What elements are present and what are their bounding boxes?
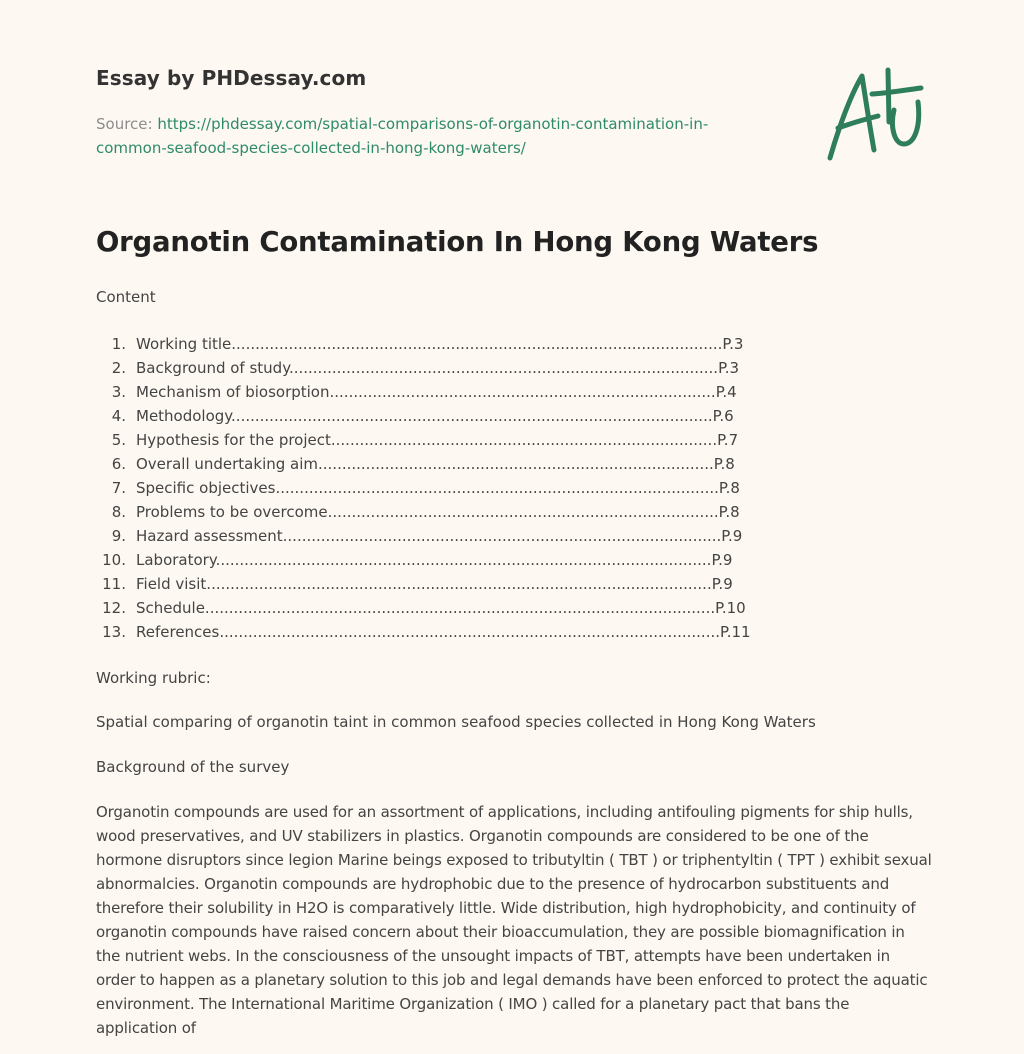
toc-item: 1. Working title.......................................................................................................P.3 <box>111 335 744 353</box>
source-link[interactable]: https://phdessay.com/spatial-comparisons-of-organotin-contamination-in-common-seafood-species-collected-in-hong-kong-waters/ <box>96 115 709 157</box>
toc-item: 2. Background of study..........................................................................................P.3 <box>111 359 740 377</box>
toc-item: 12. Schedule...........................................................................................................P.10 <box>102 599 746 617</box>
source-line <box>96 112 736 160</box>
source-label: Source: <box>96 115 158 133</box>
toc-item: 13. References.........................................................................................................P.11 <box>102 623 751 641</box>
toc-item: 10. Laboratory........................................................................................................P.9 <box>102 551 733 569</box>
a-plus-logo-icon <box>820 66 928 166</box>
toc-item: 11. Field visit..........................................................................................................P.9 <box>102 575 733 593</box>
background-paragraph: Organotin compounds are used for an assortment of applications, including antifouling pigments for ship hulls, wood preservatives, and UV stabilizers in plastics. Organotin compounds are considered to be one of the hormone disruptors since legion Marine beings exposed to tributyltin ( TBT ) or triphentyltin ( TPT ) exhibit sexual abnormalcies. Organotin compounds are hydrophobic due to the presence of hydrocarbon substituents and therefore their solubility in H2O is comparatively little. Wide distribution, high hydrophobicity, and continuity of organotin compounds have raised concern about their bioaccumulation, they are possible biomagnification in the nutrient webs. In the consciousness of the unsought impacts of TBT, attempts have been undertaken in order to happen as a planetary solution to this job and legal demands have been enforced to protect the aquatic environment. The International Maritime Organization ( IMO ) called for a planetary pact that bans the application of <box>96 803 932 1037</box>
toc-item: 3. Mechanism of biosorption.................................................................................P.4 <box>111 383 737 401</box>
toc-item: 8. Problems to be overcome..................................................................................P.8 <box>111 503 740 521</box>
essay-title: Organotin Contamination In Hong Kong Waters <box>96 226 819 258</box>
toc-item: 6. Overall undertaking aim...................................................................................P.8 <box>111 455 735 473</box>
background-heading: Background of the survey <box>96 758 290 776</box>
toc-item: 4. Methodology.....................................................................................................P.6 <box>111 407 734 425</box>
toc-item: 9. Hazard assessment............................................................................................P.9 <box>111 527 743 545</box>
site-brand: Essay by PHDessay.com <box>96 66 367 90</box>
toc-item: 7. Specific objectives.............................................................................................P.8 <box>111 479 740 497</box>
table-of-contents <box>96 332 751 644</box>
working-rubric-label: Working rubric: <box>96 669 211 687</box>
working-rubric-text: Spatial comparing of organotin taint in common seafood species collected in Hong Kong Waters <box>96 713 816 731</box>
content-heading: Content <box>96 288 156 306</box>
toc-item: 5. Hypothesis for the project.................................................................................P.7 <box>111 431 739 449</box>
